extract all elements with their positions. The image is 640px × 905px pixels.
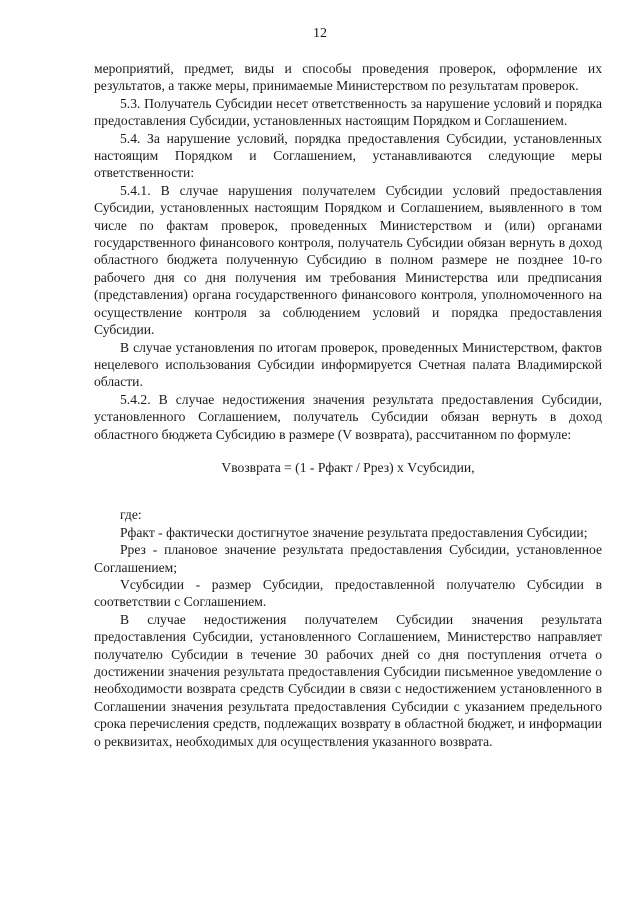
paragraph-refund-notice: В случае недостижения получателем Субсидии значения результата предоставления Субсидии, установленного Соглашением, Министерство направляет получателю Субсидии в течение 30 рабочих дней со дня поступления отчета о достижении значения результата предоставления Субсидии письменное уведомление о необходимости возврата средств Субсидии в связи с недостижением установленного в Соглашении значения результата предоставления Субсидии с указанием предельного срока перечисления средств, подлежащих возврату в областной бюджет, и информации о реквизитах, необходимых для осуществления указанного возврата.: [94, 611, 602, 749]
definition-prez: Ррез - плановое значение результата предоставления Субсидии, установленное Соглашением;: [94, 542, 602, 575]
paragraph-5-3: 5.3. Получатель Субсидии несет ответственность за нарушение условий и порядка предоставления Субсидии, установленных настоящим Порядком и Соглашением.: [94, 95, 602, 129]
definition-pfact: Рфакт - фактически достигнутое значение результата предоставления Субсидии;: [120, 524, 588, 540]
paragraph-5-4-1: 5.4.1. В случае нарушения получателем Субсидии условий предоставления Субсидии, установленных настоящим Порядком и Соглашением, выявленного в том числе по фактам проверок, проведенных Министерством и (или) органами государственного финансового контроля, получатель Субсидии обязан вернуть в доход областного бюджета полученную Субсидию в полном размере не позднее 10-го рабочего дня со дня получения им требования Министерства или предписания (представления) органа государственного финансового контроля, уполномоченного на осуществление контроля за соблюдением условий и порядка предоставления Субсидии.: [94, 182, 602, 338]
paragraph-misuse-notice: В случае установления по итогам проверок, проведенных Министерством, фактов нецелевого использования Субсидии информируется Счетная палата Владимирской области.: [94, 339, 602, 390]
paragraph-5-4-2: 5.4.2. В случае недостижения значения результата предоставления Субсидии, установленного Соглашением, получатель Субсидии обязан вернуть в доход областного бюджета Субсидию в размере (V возврата), рассчитанном по формуле:: [94, 391, 602, 442]
document-body: [94, 60, 602, 750]
paragraph-continuation: мероприятий, предмет, виды и способы проведения проверок, оформление их результатов, а также меры, принимаемые Министерством по результатам проверок.: [94, 61, 602, 94]
definition-vsubsidy: Vсубсидии - размер Субсидии, предоставленной получателю Субсидии в соответствии с Соглашением.: [94, 576, 602, 610]
page-number: 12: [313, 26, 327, 41]
paragraph-5-4: 5.4. За нарушение условий, порядка предоставления Субсидии, установленных настоящим Порядком и Соглашением, устанавливаются следующие меры ответственности:: [94, 130, 602, 181]
refund-formula: Vвозврата = (1 - Рфакт / Ррез) х Vсубсидии,: [221, 459, 475, 475]
formula-where-label: где:: [120, 507, 142, 523]
